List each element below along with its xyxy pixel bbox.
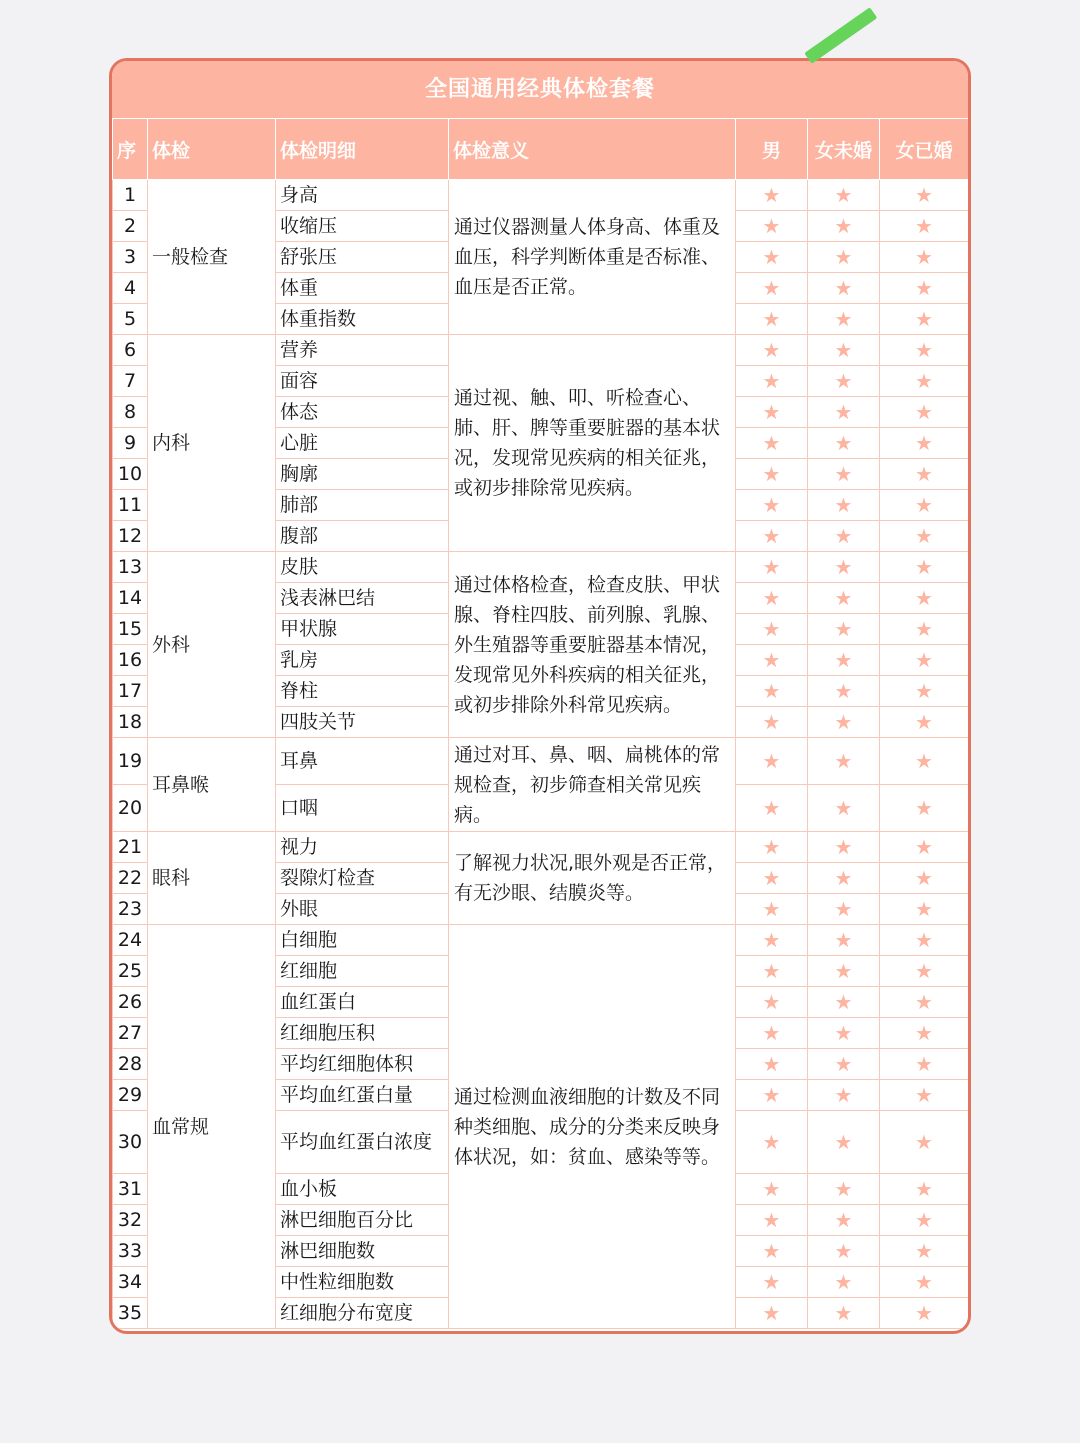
exam-item: 裂隙灯检查 — [276, 863, 449, 894]
star-icon-male: ★ — [736, 459, 808, 490]
row-number: 6 — [113, 335, 148, 366]
star-icon-male: ★ — [736, 490, 808, 521]
exam-item: 视力 — [276, 832, 449, 863]
star-icon-male: ★ — [736, 1205, 808, 1236]
star-icon-female-married: ★ — [880, 987, 969, 1018]
star-icon-female-married: ★ — [880, 397, 969, 428]
row-number: 16 — [113, 645, 148, 676]
checkup-table — [112, 118, 969, 1329]
row-number: 5 — [113, 304, 148, 335]
exam-item: 体重 — [276, 273, 449, 304]
star-icon-female-married: ★ — [880, 1049, 969, 1080]
exam-meaning: 了解视力状况,眼外观是否正常，有无沙眼、结膜炎等。 — [449, 832, 736, 925]
star-icon-female-married: ★ — [880, 956, 969, 987]
row-number: 23 — [113, 894, 148, 925]
star-icon-female-married: ★ — [880, 614, 969, 645]
star-icon-female-unmarried: ★ — [808, 832, 880, 863]
exam-category: 血常规 — [148, 925, 276, 1329]
row-number: 4 — [113, 273, 148, 304]
star-icon-female-married: ★ — [880, 304, 969, 335]
header-exam: 体检 — [148, 119, 276, 180]
exam-item: 血小板 — [276, 1174, 449, 1205]
star-icon-male: ★ — [736, 552, 808, 583]
exam-meaning: 通过体格检查，检查皮肤、甲状腺、脊柱四肢、前列腺、乳腺、外生殖器等重要脏器基本情况，发现常见外科疾病的相关征兆，或初步排除外科常见疾病。 — [449, 552, 736, 738]
exam-category: 内科 — [148, 335, 276, 552]
star-icon-male: ★ — [736, 707, 808, 738]
star-icon-female-unmarried: ★ — [808, 1174, 880, 1205]
header-male: 男 — [736, 119, 808, 180]
star-icon-female-married: ★ — [880, 707, 969, 738]
star-icon-male: ★ — [736, 832, 808, 863]
star-icon-female-married: ★ — [880, 242, 969, 273]
star-icon-female-married: ★ — [880, 1298, 969, 1329]
row-number: 3 — [113, 242, 148, 273]
exam-category: 眼科 — [148, 832, 276, 925]
star-icon-female-unmarried: ★ — [808, 894, 880, 925]
exam-item: 体重指数 — [276, 304, 449, 335]
star-icon-female-married: ★ — [880, 459, 969, 490]
row-number: 17 — [113, 676, 148, 707]
table-row — [113, 335, 969, 366]
row-number: 19 — [113, 738, 148, 785]
star-icon-female-unmarried: ★ — [808, 956, 880, 987]
star-icon-female-married: ★ — [880, 335, 969, 366]
star-icon-female-married: ★ — [880, 273, 969, 304]
row-number: 7 — [113, 366, 148, 397]
header-female-married: 女已婚 — [880, 119, 969, 180]
star-icon-female-married: ★ — [880, 1018, 969, 1049]
star-icon-male: ★ — [736, 180, 808, 211]
star-icon-female-unmarried: ★ — [808, 1236, 880, 1267]
star-icon-female-unmarried: ★ — [808, 863, 880, 894]
row-number: 27 — [113, 1018, 148, 1049]
row-number: 21 — [113, 832, 148, 863]
star-icon-female-married: ★ — [880, 1236, 969, 1267]
row-number: 35 — [113, 1298, 148, 1329]
row-number: 15 — [113, 614, 148, 645]
exam-item: 肺部 — [276, 490, 449, 521]
star-icon-female-unmarried: ★ — [808, 707, 880, 738]
header-detail: 体检明细 — [276, 119, 449, 180]
exam-item: 红细胞分布宽度 — [276, 1298, 449, 1329]
table-body — [113, 180, 969, 1329]
row-number: 22 — [113, 863, 148, 894]
row-number: 13 — [113, 552, 148, 583]
row-number: 30 — [113, 1111, 148, 1174]
star-icon-female-married: ★ — [880, 521, 969, 552]
star-icon-male: ★ — [736, 1236, 808, 1267]
star-icon-female-unmarried: ★ — [808, 925, 880, 956]
star-icon-female-married: ★ — [880, 583, 969, 614]
exam-item: 口咽 — [276, 785, 449, 832]
row-number: 32 — [113, 1205, 148, 1236]
star-icon-female-married: ★ — [880, 1267, 969, 1298]
star-icon-female-married: ★ — [880, 490, 969, 521]
exam-item: 白细胞 — [276, 925, 449, 956]
exam-item: 耳鼻 — [276, 738, 449, 785]
star-icon-male: ★ — [736, 1080, 808, 1111]
exam-item: 皮肤 — [276, 552, 449, 583]
exam-item: 红细胞压积 — [276, 1018, 449, 1049]
star-icon-female-married: ★ — [880, 832, 969, 863]
exam-meaning: 通过仪器测量人体身高、体重及血压，科学判断体重是否标准、血压是否正常。 — [449, 180, 736, 335]
exam-item: 平均血红蛋白量 — [276, 1080, 449, 1111]
exam-category: 外科 — [148, 552, 276, 738]
star-icon-male: ★ — [736, 676, 808, 707]
star-icon-female-unmarried: ★ — [808, 676, 880, 707]
star-icon-male: ★ — [736, 583, 808, 614]
star-icon-female-married: ★ — [880, 428, 969, 459]
star-icon-female-unmarried: ★ — [808, 738, 880, 785]
exam-item: 体态 — [276, 397, 449, 428]
star-icon-male: ★ — [736, 956, 808, 987]
star-icon-female-married: ★ — [880, 925, 969, 956]
row-number: 33 — [113, 1236, 148, 1267]
star-icon-male: ★ — [736, 304, 808, 335]
star-icon-male: ★ — [736, 614, 808, 645]
exam-item: 乳房 — [276, 645, 449, 676]
table-row — [113, 552, 969, 583]
star-icon-female-married: ★ — [880, 785, 969, 832]
star-icon-male: ★ — [736, 273, 808, 304]
star-icon-female-married: ★ — [880, 211, 969, 242]
exam-meaning: 通过对耳、鼻、咽、扁桃体的常规检查，初步筛查相关常见疾病。 — [449, 738, 736, 832]
exam-meaning: 通过检测血液细胞的计数及不同种类细胞、成分的分类来反映身体状况，如：贫血、感染等等。 — [449, 925, 736, 1329]
star-icon-female-unmarried: ★ — [808, 273, 880, 304]
exam-item: 淋巴细胞百分比 — [276, 1205, 449, 1236]
header-female-unmarried: 女未婚 — [808, 119, 880, 180]
star-icon-female-unmarried: ★ — [808, 335, 880, 366]
green-pen-mark — [804, 7, 877, 64]
row-number: 14 — [113, 583, 148, 614]
row-number: 9 — [113, 428, 148, 459]
exam-item: 外眼 — [276, 894, 449, 925]
star-icon-female-married: ★ — [880, 1080, 969, 1111]
star-icon-male: ★ — [736, 1111, 808, 1174]
exam-item: 收缩压 — [276, 211, 449, 242]
exam-item: 面容 — [276, 366, 449, 397]
row-number: 12 — [113, 521, 148, 552]
star-icon-female-married: ★ — [880, 552, 969, 583]
exam-item: 甲状腺 — [276, 614, 449, 645]
row-number: 28 — [113, 1049, 148, 1080]
row-number: 31 — [113, 1174, 148, 1205]
row-number: 2 — [113, 211, 148, 242]
exam-item: 营养 — [276, 335, 449, 366]
star-icon-male: ★ — [736, 1267, 808, 1298]
checkup-table-card — [109, 58, 971, 1334]
exam-item: 红细胞 — [276, 956, 449, 987]
star-icon-female-unmarried: ★ — [808, 1080, 880, 1111]
exam-item: 淋巴细胞数 — [276, 1236, 449, 1267]
star-icon-female-unmarried: ★ — [808, 428, 880, 459]
exam-category: 一般检查 — [148, 180, 276, 335]
header-seq: 序 — [113, 119, 148, 180]
row-number: 34 — [113, 1267, 148, 1298]
star-icon-female-unmarried: ★ — [808, 180, 880, 211]
star-icon-female-unmarried: ★ — [808, 211, 880, 242]
table-row — [113, 832, 969, 863]
exam-item: 四肢关节 — [276, 707, 449, 738]
star-icon-female-married: ★ — [880, 1174, 969, 1205]
row-number: 1 — [113, 180, 148, 211]
star-icon-female-married: ★ — [880, 1111, 969, 1174]
star-icon-female-married: ★ — [880, 894, 969, 925]
star-icon-male: ★ — [736, 645, 808, 676]
header-row — [113, 119, 969, 180]
star-icon-female-unmarried: ★ — [808, 459, 880, 490]
table-row — [113, 738, 969, 785]
star-icon-female-unmarried: ★ — [808, 1111, 880, 1174]
exam-item: 胸廓 — [276, 459, 449, 490]
exam-item: 浅表淋巴结 — [276, 583, 449, 614]
star-icon-female-married: ★ — [880, 863, 969, 894]
header-meaning: 体检意义 — [449, 119, 736, 180]
star-icon-male: ★ — [736, 397, 808, 428]
star-icon-male: ★ — [736, 925, 808, 956]
exam-item: 身高 — [276, 180, 449, 211]
star-icon-male: ★ — [736, 366, 808, 397]
table-row — [113, 180, 969, 211]
star-icon-female-unmarried: ★ — [808, 366, 880, 397]
star-icon-female-unmarried: ★ — [808, 490, 880, 521]
star-icon-male: ★ — [736, 894, 808, 925]
star-icon-female-unmarried: ★ — [808, 1018, 880, 1049]
star-icon-male: ★ — [736, 863, 808, 894]
star-icon-female-married: ★ — [880, 676, 969, 707]
star-icon-male: ★ — [736, 987, 808, 1018]
star-icon-male: ★ — [736, 428, 808, 459]
star-icon-female-unmarried: ★ — [808, 397, 880, 428]
exam-item: 平均红细胞体积 — [276, 1049, 449, 1080]
exam-item: 腹部 — [276, 521, 449, 552]
star-icon-female-unmarried: ★ — [808, 1298, 880, 1329]
star-icon-female-unmarried: ★ — [808, 1049, 880, 1080]
star-icon-male: ★ — [736, 521, 808, 552]
exam-item: 心脏 — [276, 428, 449, 459]
star-icon-male: ★ — [736, 738, 808, 785]
star-icon-male: ★ — [736, 335, 808, 366]
star-icon-male: ★ — [736, 1049, 808, 1080]
star-icon-female-unmarried: ★ — [808, 645, 880, 676]
star-icon-female-married: ★ — [880, 180, 969, 211]
exam-item: 平均血红蛋白浓度 — [276, 1111, 449, 1174]
star-icon-female-unmarried: ★ — [808, 304, 880, 335]
row-number: 26 — [113, 987, 148, 1018]
row-number: 20 — [113, 785, 148, 832]
star-icon-female-married: ★ — [880, 366, 969, 397]
exam-item: 舒张压 — [276, 242, 449, 273]
exam-item: 中性粒细胞数 — [276, 1267, 449, 1298]
row-number: 29 — [113, 1080, 148, 1111]
star-icon-female-married: ★ — [880, 645, 969, 676]
row-number: 25 — [113, 956, 148, 987]
star-icon-female-unmarried: ★ — [808, 1267, 880, 1298]
star-icon-female-married: ★ — [880, 738, 969, 785]
star-icon-female-unmarried: ★ — [808, 242, 880, 273]
row-number: 24 — [113, 925, 148, 956]
star-icon-female-unmarried: ★ — [808, 521, 880, 552]
star-icon-female-unmarried: ★ — [808, 1205, 880, 1236]
star-icon-female-unmarried: ★ — [808, 785, 880, 832]
row-number: 10 — [113, 459, 148, 490]
exam-item: 血红蛋白 — [276, 987, 449, 1018]
star-icon-female-unmarried: ★ — [808, 614, 880, 645]
table-row — [113, 925, 969, 956]
row-number: 8 — [113, 397, 148, 428]
star-icon-female-unmarried: ★ — [808, 987, 880, 1018]
star-icon-male: ★ — [736, 242, 808, 273]
star-icon-male: ★ — [736, 1018, 808, 1049]
star-icon-female-unmarried: ★ — [808, 583, 880, 614]
star-icon-male: ★ — [736, 211, 808, 242]
row-number: 18 — [113, 707, 148, 738]
exam-meaning: 通过视、触、叩、听检查心、肺、肝、脾等重要脏器的基本状况，发现常见疾病的相关征兆，或初步排除常见疾病。 — [449, 335, 736, 552]
table-title: 全国通用经典体检套餐 — [112, 61, 968, 118]
star-icon-female-married: ★ — [880, 1205, 969, 1236]
exam-item: 脊柱 — [276, 676, 449, 707]
star-icon-male: ★ — [736, 1298, 808, 1329]
star-icon-female-unmarried: ★ — [808, 552, 880, 583]
star-icon-male: ★ — [736, 785, 808, 832]
star-icon-male: ★ — [736, 1174, 808, 1205]
row-number: 11 — [113, 490, 148, 521]
exam-category: 耳鼻喉 — [148, 738, 276, 832]
